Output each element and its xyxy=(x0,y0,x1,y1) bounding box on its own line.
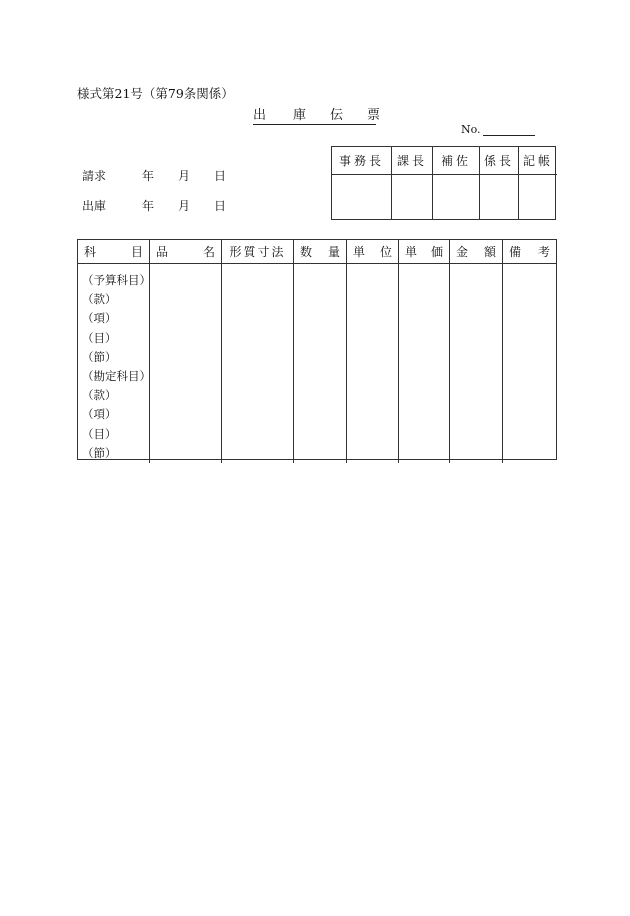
title-char-1: 出 xyxy=(253,108,267,123)
slip-number-field[interactable] xyxy=(483,123,535,136)
approval-stamp-table xyxy=(331,146,556,220)
header-unit-b: 位 xyxy=(379,245,392,259)
approval-header-assistant: 補佐 xyxy=(433,147,480,175)
unit-price-cell[interactable] xyxy=(399,264,450,463)
title-char-4: 票 xyxy=(367,108,381,123)
request-month-unit: 月 xyxy=(178,169,191,183)
slip-number-label: No. xyxy=(461,123,481,136)
form-number-label: 様式第21号（第79条関係） xyxy=(77,86,234,101)
remarks-cell[interactable] xyxy=(503,264,556,463)
header-amount-a: 金 xyxy=(456,245,469,259)
approval-header-section-chief: 課長 xyxy=(392,147,433,175)
header-remarks-b: 考 xyxy=(537,245,550,259)
header-account-a: 科 xyxy=(84,245,97,259)
account-label-moku-2: （目） xyxy=(82,426,117,441)
approval-stamp-subsection-chief[interactable] xyxy=(480,175,519,219)
issue-date-row xyxy=(82,197,226,214)
header-quantity-b: 量 xyxy=(327,245,340,259)
unit-cell[interactable] xyxy=(347,264,399,463)
request-date-row xyxy=(82,167,226,184)
account-label-budget: （予算科目） xyxy=(82,273,151,287)
header-account xyxy=(78,240,150,264)
header-amount xyxy=(450,240,503,264)
issue-items-table xyxy=(77,239,557,460)
header-quantity xyxy=(294,240,347,264)
header-item-name-a: 品 xyxy=(156,245,169,259)
approval-header-subsection-chief: 係長 xyxy=(480,147,519,175)
document-title xyxy=(253,104,381,125)
header-unit xyxy=(347,240,399,264)
account-label-kou-1: （項） xyxy=(82,311,117,326)
quantity-cell[interactable] xyxy=(294,264,347,463)
account-label-setsu-2: （節） xyxy=(82,445,117,460)
header-quantity-a: 数 xyxy=(300,245,313,259)
header-remarks xyxy=(503,240,556,264)
request-day-unit: 日 xyxy=(214,169,227,183)
header-account-b: 目 xyxy=(130,245,143,259)
issue-date-label: 出庫 xyxy=(82,199,107,213)
header-remarks-a: 備 xyxy=(509,245,522,259)
account-label-setsu-1: （節） xyxy=(82,349,117,364)
header-specification xyxy=(222,240,294,264)
amount-cell[interactable] xyxy=(450,264,503,463)
account-label-kan-2: （款） xyxy=(82,388,117,403)
specification-cell[interactable] xyxy=(222,264,294,463)
issue-year-unit: 年 xyxy=(142,199,155,213)
account-label-moku-1: （目） xyxy=(82,330,117,345)
slip-number xyxy=(461,123,535,136)
header-item-name-b: 名 xyxy=(202,245,215,259)
approval-stamp-director[interactable] xyxy=(332,175,392,219)
approval-stamp-bookkeeping[interactable] xyxy=(519,175,557,219)
header-unit-a: 単 xyxy=(353,245,366,259)
header-unit-price-a: 単 xyxy=(405,245,418,259)
account-label-kanjou: （勘定科目） xyxy=(82,368,151,383)
approval-header-director: 事務長 xyxy=(332,147,392,175)
approval-stamp-section-chief[interactable] xyxy=(392,175,433,219)
account-cell[interactable] xyxy=(78,264,150,463)
account-label-kan-1: （款） xyxy=(82,292,117,307)
request-year-unit: 年 xyxy=(142,169,155,183)
header-amount-b: 額 xyxy=(483,245,496,259)
item-name-cell[interactable] xyxy=(150,264,222,463)
account-label-kou-2: （項） xyxy=(82,407,117,422)
approval-header-bookkeeping: 記帳 xyxy=(519,147,557,175)
issue-day-unit: 日 xyxy=(214,199,227,213)
title-char-3: 伝 xyxy=(330,108,344,123)
header-item-name xyxy=(150,240,222,264)
approval-stamp-assistant[interactable] xyxy=(433,175,480,219)
header-unit-price-b: 価 xyxy=(430,245,443,259)
title-char-2: 庫 xyxy=(293,108,307,123)
request-date-label: 請求 xyxy=(82,169,107,183)
header-unit-price xyxy=(399,240,450,264)
header-specification-a: 形質寸法 xyxy=(229,245,286,259)
issue-month-unit: 月 xyxy=(178,199,191,213)
